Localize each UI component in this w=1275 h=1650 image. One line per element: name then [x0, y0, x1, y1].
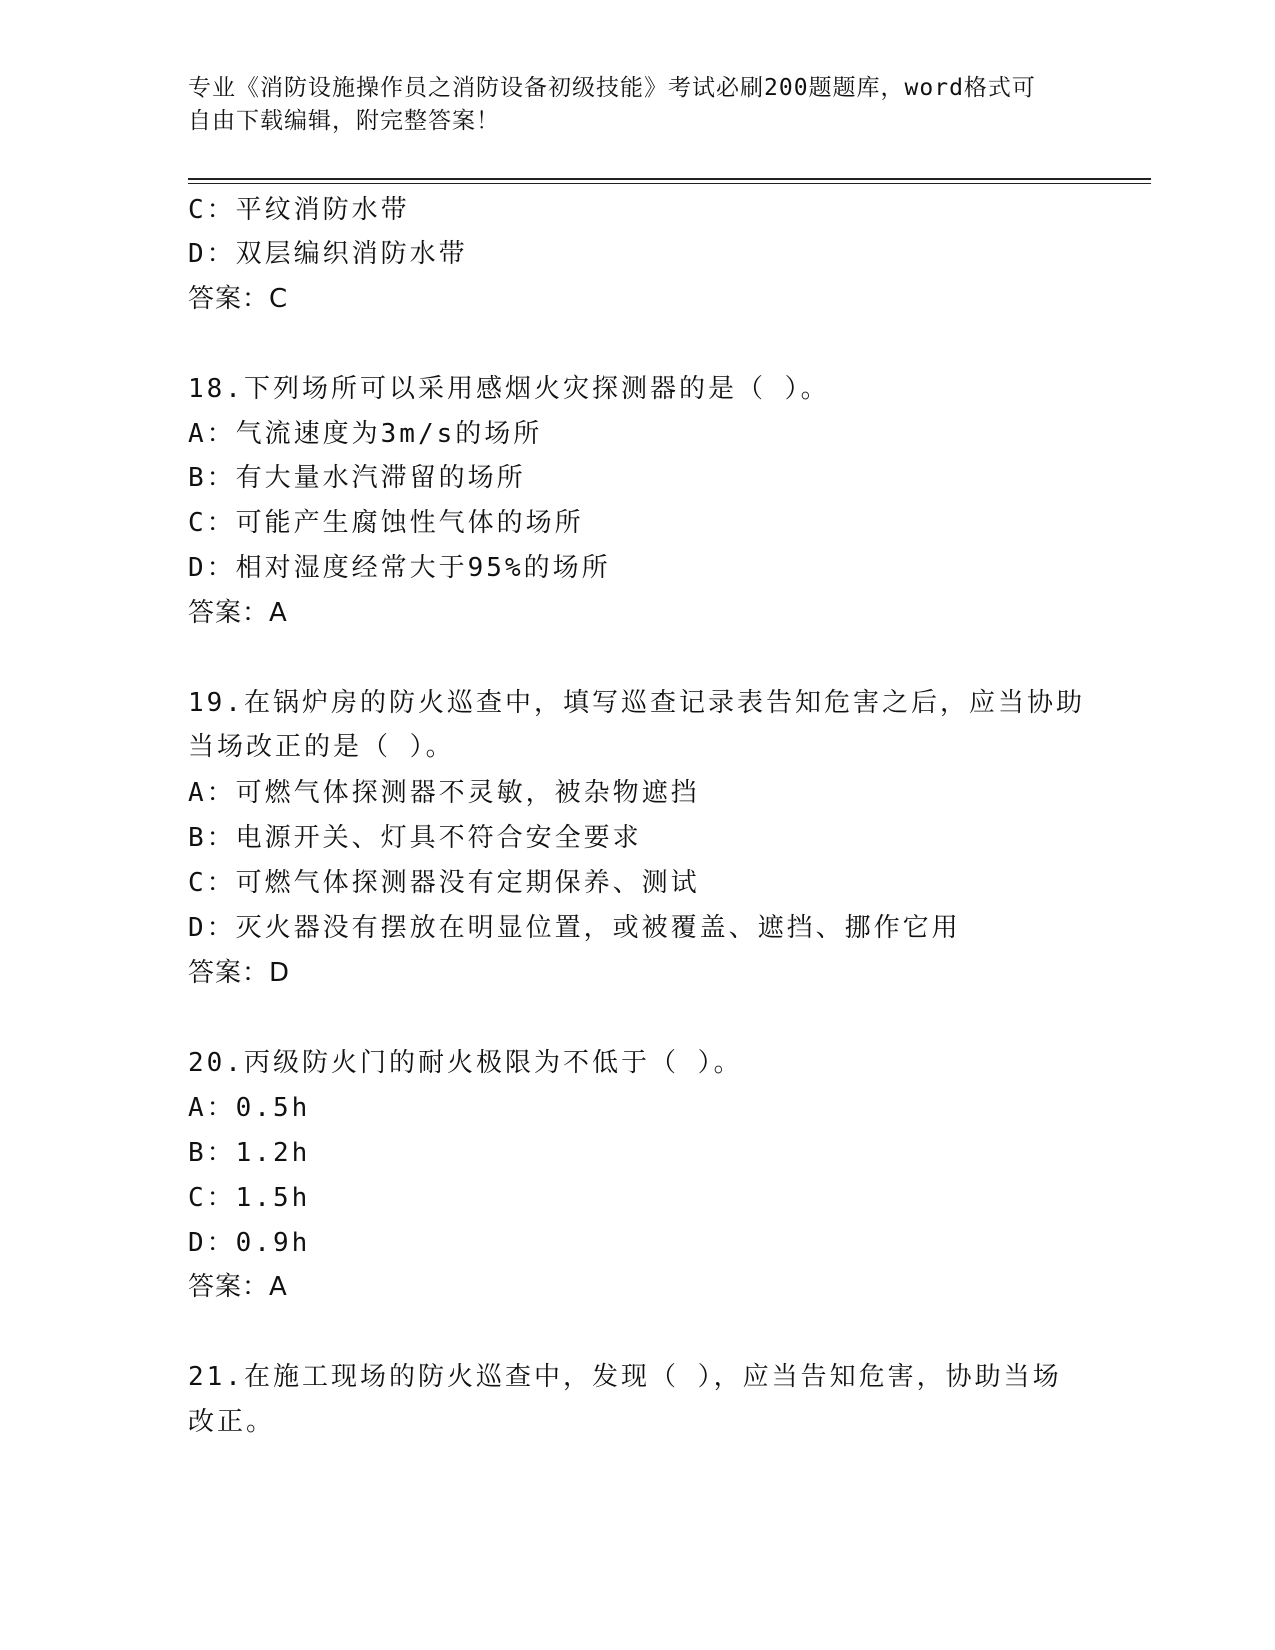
q18-option-a: A：气流速度为3m/s的场所: [188, 419, 543, 449]
q20-option-c: C：1.5h: [188, 1183, 311, 1213]
q19-stem-line-2: 当场改正的是（ ）。: [188, 732, 455, 762]
q20-option-a: A：0.5h: [188, 1093, 311, 1123]
q19-answer: 答案：D: [188, 958, 291, 988]
q19-option-b: B：电源开关、灯具不符合安全要求: [188, 823, 642, 853]
q20-option-d: D：0.9h: [188, 1228, 311, 1258]
q18-option-d: D：相对湿度经常大于95%的场所: [188, 553, 611, 583]
q17-answer: 答案：C: [188, 284, 289, 314]
q19-option-d: D：灭火器没有摆放在明显位置，或被覆盖、遮挡、挪作它用: [188, 913, 961, 943]
q20-option-b: B：1.2h: [188, 1138, 311, 1168]
q18-option-c: C：可能产生腐蚀性气体的场所: [188, 508, 584, 538]
q19-option-a: A：可燃气体探测器不灵敏，被杂物遮挡: [188, 778, 700, 808]
header-line-2: 自由下载编辑，附完整答案！: [188, 108, 500, 134]
q19-option-c: C：可燃气体探测器没有定期保养、测试: [188, 868, 700, 898]
q19-stem-line-1: 19.在锅炉房的防火巡查中，填写巡查记录表告知危害之后，应当协助: [188, 688, 1085, 718]
q18-option-b: B：有大量水汽滞留的场所: [188, 463, 526, 493]
q21-stem-line-2: 改正。: [188, 1407, 276, 1437]
q21-stem-line-1: 21.在施工现场的防火巡查中，发现（ ），应当告知危害，协助当场: [188, 1362, 1062, 1392]
q20-stem: 20.丙级防火门的耐火极限为不低于（ ）。: [188, 1048, 743, 1078]
header-divider-top: [188, 178, 1151, 180]
q17-option-d: D：双层编织消防水带: [188, 239, 468, 269]
header-divider-bottom: [188, 183, 1151, 184]
header-line-1: 专业《消防设施操作员之消防设备初级技能》考试必刷200题题库，word格式可: [188, 75, 1036, 101]
q17-option-c: C：平纹消防水带: [188, 195, 410, 225]
q18-answer: 答案：A: [188, 598, 288, 628]
q18-stem: 18.下列场所可以采用感烟火灾探测器的是（ ）。: [188, 374, 830, 404]
document-header: [188, 72, 1088, 138]
q20-answer: 答案：A: [188, 1272, 288, 1302]
